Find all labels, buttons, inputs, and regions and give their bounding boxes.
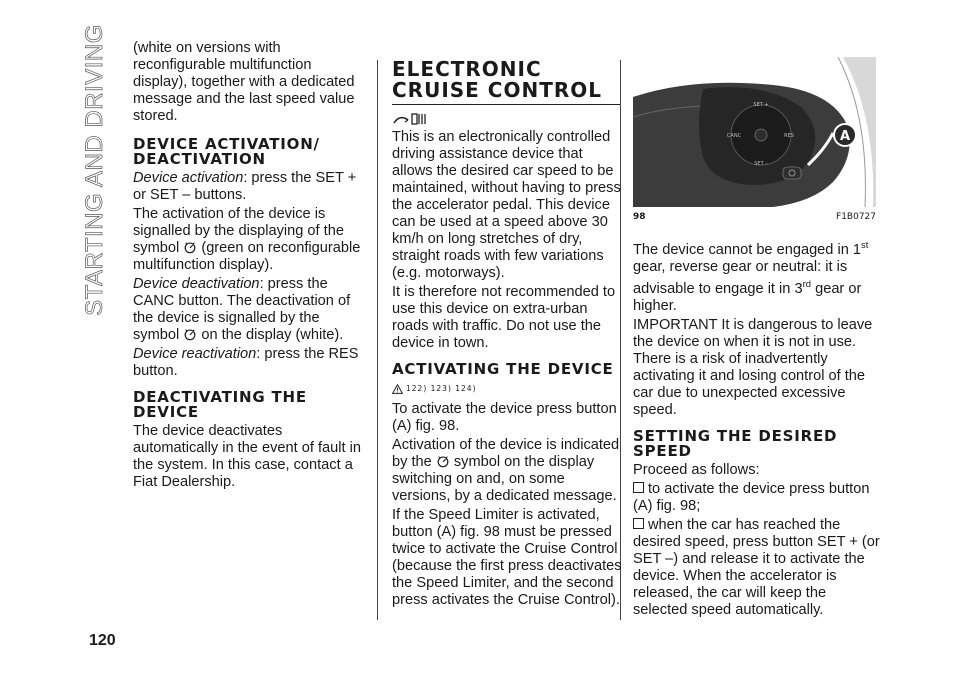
paragraph-warning: It is therefore not recommended to use this device on extra-urban roads with traffic. Do not use the device in town. [392, 284, 616, 351]
gear-sup-1: st [861, 240, 869, 251]
button-label-canc: CANC [726, 133, 742, 139]
indicated-text-a: Activation of the device is indicated by the [392, 437, 620, 470]
paragraph-deactivating: The device deactivates automatically in the event of fault in the system. In this case, contact a Fiat Dealership. [133, 423, 361, 490]
paragraph-gear [633, 237, 883, 315]
list-item [633, 481, 883, 515]
gear-sup-2: rd [802, 279, 812, 290]
button-label-set-minus: SET – [754, 161, 768, 167]
paragraph-important: IMPORTANT It is dangerous to leave the device on when it is not in use. There is a risk of inadvertently activating it and losing control of the car due to unexpected excessive speed. [633, 317, 873, 418]
list-item [633, 517, 883, 619]
paragraph-signal [133, 206, 367, 274]
cruise-control-icon [436, 454, 450, 468]
warning-references [392, 380, 622, 398]
paragraph-deactivation [133, 276, 367, 344]
heading-deactivating-device: DEACTIVATING THE DEVICE [133, 388, 307, 421]
deactivation-text-a: : press the CANC button. The deactivation of the device is signalled by the symbol [133, 276, 351, 343]
cruise-control-icon [183, 240, 197, 254]
column-3 [633, 237, 883, 621]
steering-wheel-illustration [633, 57, 876, 207]
bullet-text-1: to activate the device press button (A) fig. 98; [633, 481, 870, 514]
signal-text-b: (green on reconfigurable multifunction display). [133, 240, 361, 273]
paragraph-continued: (white on versions with reconfigurable multifunction display), together with a dedicated message and the last speed value stored. [133, 40, 355, 124]
activation-label: Device activation [133, 170, 244, 186]
paragraph-indicated [392, 437, 622, 505]
reference-numbers: 122) 123) 124) [406, 384, 477, 393]
cruise-control-icon [392, 111, 430, 127]
deactivation-label: Device deactivation [133, 276, 260, 292]
figure-callout-a: A [839, 129, 851, 144]
figure-caption [633, 212, 876, 222]
paragraph-activation [133, 170, 367, 204]
gear-text-a: The device cannot be engaged in 1 [633, 242, 861, 258]
steering-wheel-figure [633, 57, 876, 207]
cruise-control-icon [183, 327, 197, 341]
figure-number: 98 [633, 212, 646, 222]
paragraph-proceed: Proceed as follows: [633, 462, 760, 478]
button-label-set-plus: SET + [753, 102, 769, 108]
heading-setting-desired-speed: SETTING THE DESIRED SPEED [633, 427, 838, 460]
paragraph-reactivation [133, 346, 367, 380]
indicated-text-b: symbol on the display switching on and, on some versions, by a dedicated message. [392, 454, 617, 504]
paragraph-intro: This is an electronically controlled driving assistance device that allows the desired car speed to be maintained, without having to press the accelerator pedal. This device can be used at a speed above 30 km/h on long stretches of dry, straight roads with few variations (e.g. motorways). [392, 129, 621, 281]
warning-triangle-icon [392, 384, 403, 394]
bullet-text-2: when the car has reached the desired speed, press button SET + (or SET –) and release it to activate the device. When the accelerator is released, the car will keep the selected speed automatically. [633, 517, 880, 618]
checkbox-bullet-icon [633, 482, 644, 493]
heading-device-activation: DEVICE ACTIVATION/ DEACTIVATION [133, 135, 320, 168]
signal-text-a: The activation of the device is signalled by the displaying of the symbol [133, 206, 344, 256]
deactivation-text-b: on the display (white). [197, 327, 344, 343]
column-divider-left [377, 60, 378, 620]
heading-electronic-cruise-control: ELECTRONIC CRUISE CONTROL [392, 57, 602, 102]
paragraph-speed-limiter: If the Speed Limiter is activated, button (A) fig. 98 must be pressed twice to activate the Cruise Control (because the first press deactivates the Speed Limiter, and the second press activates the Cruise Control). [392, 507, 622, 608]
reactivation-text: : press the RES button. [133, 346, 359, 379]
activation-text: : press the SET + or SET – buttons. [133, 170, 357, 203]
section-title-vertical: STARTING AND DRIVING [81, 24, 108, 316]
button-label-res: RES [784, 133, 794, 139]
figure-code: F1B0727 [836, 212, 876, 222]
gear-text-b: gear, reverse gear or neutral: it is advisable to engage it in 3 [633, 259, 848, 297]
column-1 [133, 40, 367, 493]
heading-activating-device: ACTIVATING THE DEVICE [392, 360, 614, 378]
checkbox-bullet-icon [633, 518, 644, 529]
paragraph-activate: To activate the device press button (A) fig. 98. [392, 401, 617, 434]
gear-text-c: gear or higher. [633, 281, 862, 314]
page-number: 120 [89, 632, 116, 649]
reactivation-label: Device reactivation [133, 346, 257, 362]
heading-rule [392, 104, 620, 105]
column-2 [392, 57, 622, 611]
